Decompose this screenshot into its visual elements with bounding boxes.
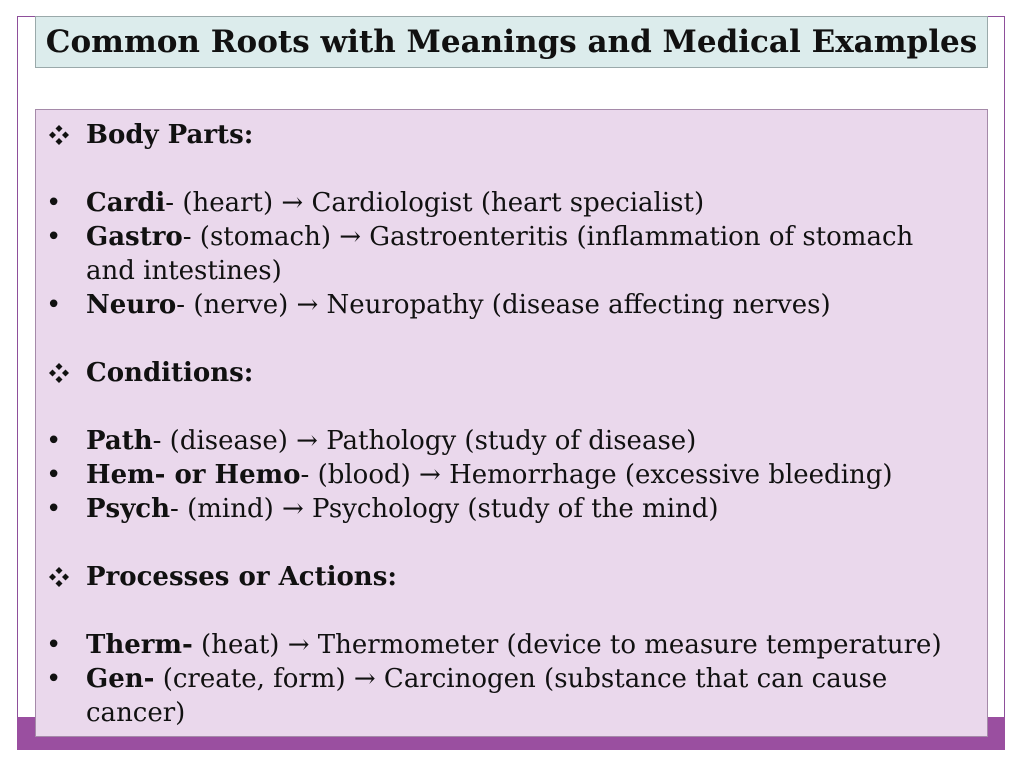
section-heading-text: Body Parts:: [86, 120, 254, 150]
root-term: Therm-: [86, 630, 193, 660]
root-term: Gen-: [86, 664, 155, 694]
root-term: Neuro: [86, 290, 177, 320]
bullet: •: [46, 290, 62, 320]
root-definition-continued: cancer): [86, 698, 186, 728]
bullet: •: [46, 188, 62, 218]
root-term: Cardi: [86, 188, 166, 218]
root-definition: - (stomach) → Gastroenteritis (inflammation of stomach: [182, 222, 914, 252]
root-definition: - (disease) → Pathology (study of disease): [152, 426, 697, 456]
root-definition: - (nerve) → Neuropathy (disease affecting nerves): [176, 290, 831, 320]
root-definition: (create, form) → Carcinogen (substance that can cause: [154, 664, 888, 694]
root-term: Psych: [86, 494, 171, 524]
root-definition-continued: and intestines): [86, 256, 282, 286]
diamond-bullet-icon: [49, 363, 69, 383]
slide-title: Common Roots with Meanings and Medical Examples: [45, 24, 978, 60]
section-heading-text: Conditions:: [86, 358, 254, 388]
bullet: •: [46, 460, 62, 490]
bullet: •: [46, 494, 62, 524]
diamond-bullet-icon: [49, 567, 69, 587]
bullet: •: [46, 222, 62, 252]
section-heading-text: Processes or Actions:: [86, 562, 397, 592]
root-definition: - (mind) → Psychology (study of the mind): [170, 494, 719, 524]
bullet: •: [46, 426, 62, 456]
root-definition: - (blood) → Hemorrhage (excessive bleeding): [300, 460, 893, 490]
bullet: •: [46, 630, 62, 660]
root-term: Path: [86, 426, 153, 456]
root-term: Gastro: [86, 222, 183, 252]
root-term: Hem- or Hemo: [86, 460, 301, 490]
title-box: [35, 16, 988, 68]
bullet: •: [46, 664, 62, 694]
content-box: [35, 109, 988, 737]
root-definition: - (heart) → Cardiologist (heart specialist): [165, 188, 705, 218]
diamond-bullet-icon: [49, 125, 69, 145]
root-definition: (heat) → Thermometer (device to measure temperature): [192, 630, 942, 660]
